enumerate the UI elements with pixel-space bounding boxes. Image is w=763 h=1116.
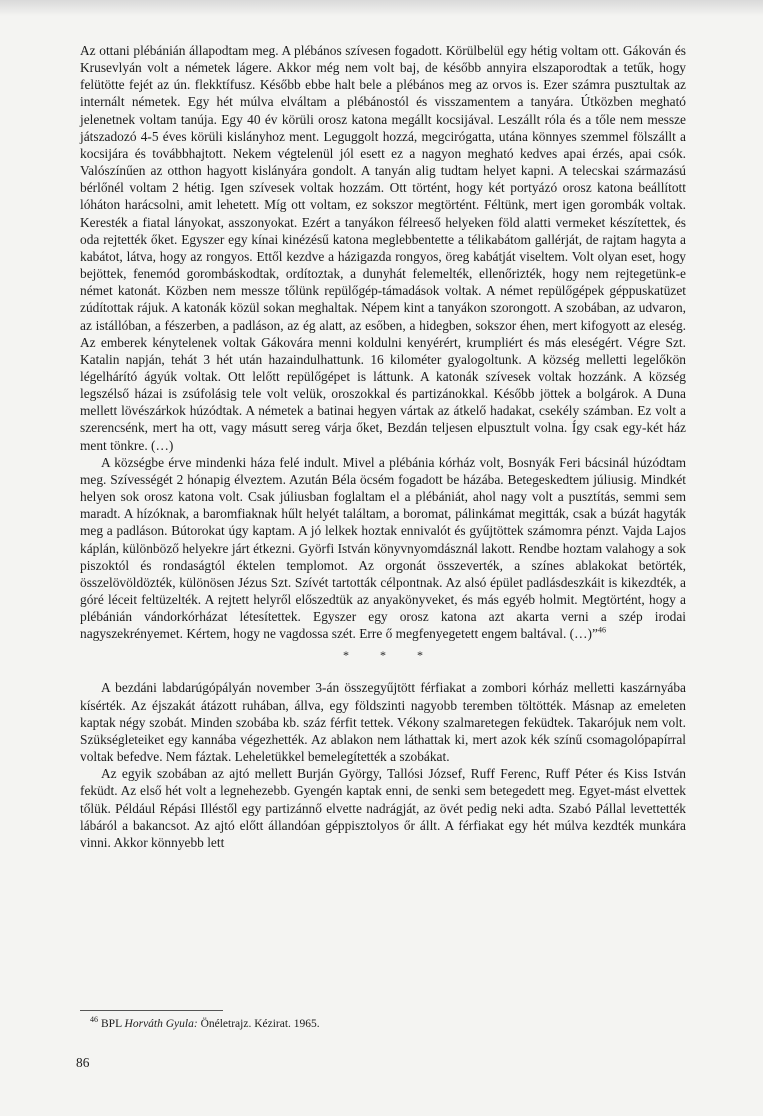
paragraph-3: A bezdáni labdarúgópályán november 3-án összegyűjtött férfiakat a zombori kórház melletti kaszárnyába kísérték. Az éjszakát átázott ruhában, állva, egy földszinti nagyobb teremben töltötték. Másnap az emeleten kaptak négy szobát. Minden szobába kb. száz férfit tettek. Vékony szalmaretegen feküdtek. Takarójuk nem volt. Szükségleteiket egy kannába végezhették. Az ablakon nem láthattak ki, mert azok kék színű csomagolópapírral voltak befedve. Nem fáztak. Leheletükkel bemelegítették a szobákat. bbox=[80, 680, 686, 765]
scan-top-shadow bbox=[0, 0, 763, 16]
footnote-rule bbox=[80, 1010, 223, 1011]
footnote-author: Horváth Gyula: bbox=[124, 1018, 198, 1030]
page-number: 86 bbox=[76, 1055, 90, 1070]
footnote-reference[interactable]: 46 bbox=[597, 625, 606, 635]
footnote-prefix: BPL bbox=[101, 1018, 122, 1030]
footnote-source: Önéletrajz. Kézirat. 1965. bbox=[200, 1018, 320, 1030]
paragraph-4: Az egyik szobában az ajtó mellett Burján György, Tallósi József, Ruff Ferenc, Ruff Péter és Kiss István feküdt. Az első hét volt a legnehezebb. Gyengén kaptak enni, de senki sem betegedett meg. Egyet-mást elvettek tőlük. Például Répási Illéstől egy partizánnő elvette nadrágját, az övét pedig neki adta. Szabó Pállal levettették lábáról a bakancsot. Az ajtó előtt állandóan géppisztolyos őr állt. A férfiakat egy hét múlva kezdték munkára vinni. Akkor könnyebb lett bbox=[80, 766, 686, 850]
footnote-number: 46 bbox=[90, 1015, 98, 1025]
paragraph-2 bbox=[80, 454, 686, 643]
paragraph-2-text: A községbe érve mindenki háza felé indult. Mivel a plébánia kórház volt, Bosnyák Feri bácsinál húzódtam meg. Szívességét 2 hónapig élveztem. Azután Béla öcsém fogadott be házába. Betegeskedtem júliusig. Mindkét helyen sok orosz katona volt. Csak júliusban foglaltam el a plébániát, ahol nagy volt a pusztítás, semmi sem maradt. A hízóknak, a baromfiaknak hűlt helyét találtam, a boromat, pálinkámat megitták, csak a búzát hagyták meg a padláson. Bútorokat úgy kaptam. A jó lelkek hoztak ennivalót és gyűjtöttek számomra pénzt. Vajda Lajos káplán, különböző helyekre járt étkezni. Györfi István könyvnyomdásznál lakott. Rendbe hoztam valahogy a sok piszoktól és rondaságtól éktelen templomot. Az orgonát összeverték, a színes ablakokat betörték, összelövöldözték, különösen Jézus Szt. Szívét tartották célpontnak. Az alsó épület padlásdeszkáit is kikezdték, a góré léceit feltüzelték. A rejtett helyről előszedtük az anyakönyveket, és más egyéb holmit. Megtörtént, hogy a plébánián vándorkórházat létesítettek. Egyszer egy orosz katona azt akarta verni a szép irodai nagyszekrényemet. Kértem, hogy ne vagdossa szét. Erre ő megfenyegetett engem baltával. (…)” bbox=[80, 454, 686, 642]
footnote bbox=[80, 1017, 686, 1031]
paragraph-1: Az ottani plébánián állapodtam meg. A plébános szívesen fogadott. Körülbelül egy hétig voltam ott. Gákován és Krusevlyán volt a németek lágere. Akkor még nem volt baj, de később annyira elszaporodtak a tetűk, hogy felütötte fejét az ún. flekktífusz. Később ebbe halt bele a plébános meg az orvos is. Ezer számra pusztultak az internált németek. Egy hét múlva elváltam a plébánostól és visszamentem a tanyára. Útközben megható jelenetnek voltam tanúja. Egy 40 év körüli orosz katona megállt kocsijával. Leszállt róla és a tőle nem messze játszadozó 4-5 éves körüli kislányhoz ment. Leguggolt hozzá, megcirógatta, utána könnyes szemmel fölszállt a kocsijára és továbbhajtott. Nekem végtelenül jól esett ez a nagyon megható kedves apai érzés, apai csók. Valószínűen az otthon hagyott kislányára gondolt. A tanyán alig tudtam helyet kapni. A telecskai származású bérlőnél voltam 2 hétig. Igen szívesek voltak hozzám. Ott történt, hogy két portyázó orosz katona beállított lóháton harácsolni, amit lehetett. Míg ott voltam, ez sokszor megtörtént. Féltünk, mert igen gorombák voltak. Keresték a fiatal lányokat, asszonyokat. Ezért a tanyákon félreeső helyeken föld alatti vermeket készítettek, és oda rejtették őket. Egyszer egy kínai kinézésű katona meglebbentette a télikabátom gallérját, de rajtam hagyta a kabátot, látva, hogy az rongyos. Ettől kezdve a házigazda rongyos, öreg kabátját viseltem. Volt olyan eset, hogy bejöttek, fenemód gorombáskodtak, ordítoztak, a dunyhát felemelték, ellenőrizték, hogy nem rejtegetünk-e német katonát. Közben nem messze tőlünk repülőgép-támadások voltak. A német repülőgépek géppuskatüzet zúdítottak rájuk. A katonák közül sokan meghaltak. Népem kint a tanyákon szorongott. A szobában, az udvaron, az istállóban, a fészerben, a padláson, az ég alatt, az esőben, a hidegben, sokszor éhen, mert kifogyott az eleség. Az emberek kénytelenek voltak Gákovára menni koldulni kenyérért, krumpliért és más eleségért. Végre Szt. Katalin napján, tehát 3 hét után hazaindulhattunk. 16 kilométer gyalogoltunk. A község melletti legelőkön légelhárító ágyúk voltak. Ott lelőtt repülőgépet is láttunk. A katonák szívesek voltak hozzánk. A község legszélső házai is zsúfolásig tele volt velük, oroszokkal és partizánokkal. Később jöttek a bolgárok. A Duna mellett lövészárkok húzódtak. A németek a batinai hegyen vártak az átkelő hadakat, csekély számban. Ez volt a szerencsénk, mert ha ott, vagy másutt sereg várja őket, Bezdán teljesen elpusztult volna. Így csak egy-két ház ment tönkre. (…) bbox=[80, 43, 686, 453]
page-body bbox=[80, 42, 686, 851]
section-separator: * * * bbox=[343, 648, 437, 663]
